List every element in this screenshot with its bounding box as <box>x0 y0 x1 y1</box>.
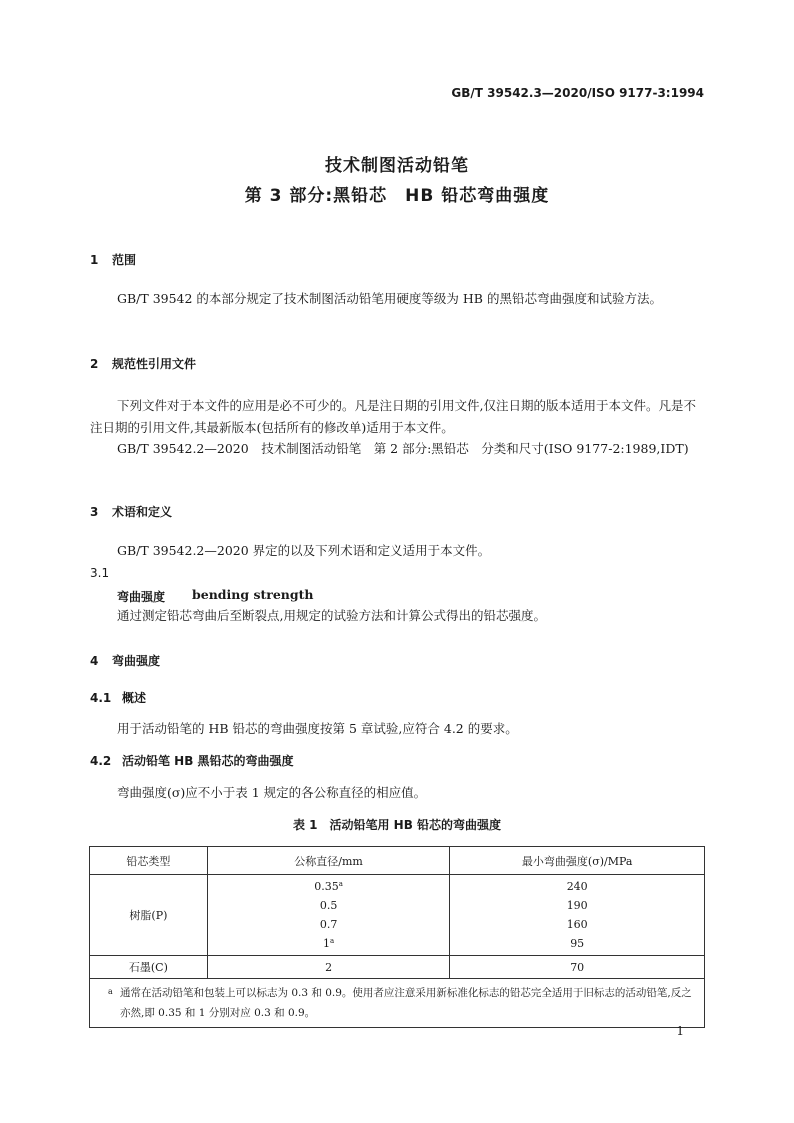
column-header: 公称直径/mm <box>207 847 450 875</box>
section-number: 3 <box>90 505 99 519</box>
strength-value: 240 <box>566 880 588 893</box>
section-4-2-heading <box>90 752 294 769</box>
section-number: 1 <box>90 253 99 267</box>
term-english: bending strength <box>192 587 314 602</box>
diameter-cell <box>207 875 450 956</box>
diameter-value: 1$^a$ <box>323 937 335 950</box>
lead-type-cell: 树脂(P) <box>90 875 208 956</box>
diameter-cell: 2 <box>207 956 450 979</box>
footnote-text: 通常在活动铅笔和包装上可以标志为 0.3 和 0.9。使用者应注意采用新标准化标志的铅芯完全适用于旧标志的活动铅笔,反之亦然,即 0.35 和 1 分别对应 0.3 和 0.9。 <box>120 987 692 1019</box>
section-4-1-paragraph: 用于活动铅笔的 HB 铅芯的弯曲强度按第 5 章试验,应符合 4.2 的要求。 <box>117 721 518 736</box>
diameter-value: 0.5 <box>319 899 338 912</box>
strength-cell: 70 <box>450 956 705 979</box>
section-4-heading <box>90 652 160 669</box>
page-number: 1 <box>676 1024 684 1038</box>
section-title: 规范性引用文件 <box>112 357 197 371</box>
section-1-paragraph: GB/T 39542 的本部分规定了技术制图活动铅笔用硬度等级为 HB 的黑铅芯弯曲强度和试验方法。 <box>117 291 662 306</box>
term-definition: 通过测定铅芯弯曲后至断裂点,用规定的试验方法和计算公式得出的铅芯强度。 <box>117 608 546 623</box>
table-row <box>90 956 705 979</box>
section-4-2-paragraph: 弯曲强度(σ)应不小于表 1 规定的各公称直径的相应值。 <box>117 785 427 800</box>
diameter-value: 0.7 <box>319 918 338 931</box>
section-3-heading <box>90 503 172 520</box>
footnote-ref: a <box>330 937 335 945</box>
table-row <box>90 875 705 956</box>
footnote-mark: a <box>108 987 113 996</box>
table-caption: 表 1 活动铅笔用 HB 铅芯的弯曲强度 <box>292 818 502 832</box>
section-title: 活动铅笔 HB 黑铅芯的弯曲强度 <box>122 754 294 768</box>
section-1-heading <box>90 251 136 268</box>
diameter-value: 0.35$^a$ <box>314 880 343 893</box>
section-number: 2 <box>90 357 99 371</box>
section-2-heading <box>90 355 196 372</box>
standard-number: GB/T 39542.3—2020/ISO 9177-3:1994 <box>451 86 704 100</box>
section-number: 4 <box>90 654 99 668</box>
table-header-row <box>90 847 705 875</box>
section-4-1-heading <box>90 689 146 706</box>
column-header: 铅芯类型 <box>90 847 208 875</box>
strength-cell <box>450 875 705 956</box>
table-footnote <box>90 979 705 1028</box>
term-number: 3.1 <box>90 566 110 580</box>
bending-strength-table <box>89 846 705 1028</box>
column-header: 最小弯曲强度(σ)/MPa <box>450 847 705 875</box>
document-title-line2: 第 3 部分:黑铅芯 HB 铅芯弯曲强度 <box>244 186 550 206</box>
normative-reference: GB/T 39542.2—2020 技术制图活动铅笔 第 2 部分:黑铅芯 分类和尺寸(ISO 9177-2:1989,IDT) <box>117 441 689 456</box>
section-3-paragraph: GB/T 39542.2—2020 界定的以及下列术语和定义适用于本文件。 <box>117 543 491 558</box>
section-title: 范围 <box>112 253 137 267</box>
section-2-paragraph: 下列文件对于本文件的应用是必不可少的。凡是注日期的引用文件,仅注日期的版本适用于本文件。凡是不注日期的引用文件,其最新版本(包括所有的修改单)适用于本文件。 <box>90 398 696 435</box>
section-title: 概述 <box>122 691 147 705</box>
strength-value: 160 <box>566 918 588 931</box>
section-number: 4.1 <box>90 691 112 705</box>
section-title: 弯曲强度 <box>112 654 161 668</box>
table-footnote-row <box>90 979 705 1028</box>
section-title: 术语和定义 <box>112 505 173 519</box>
term-chinese: 弯曲强度 <box>117 590 166 604</box>
strength-value: 95 <box>570 937 585 950</box>
document-title-line1: 技术制图活动铅笔 <box>325 156 469 176</box>
strength-value: 190 <box>566 899 588 912</box>
lead-type-cell: 石墨(C) <box>90 956 208 979</box>
section-number: 4.2 <box>90 754 112 768</box>
footnote-ref: a <box>338 880 343 888</box>
